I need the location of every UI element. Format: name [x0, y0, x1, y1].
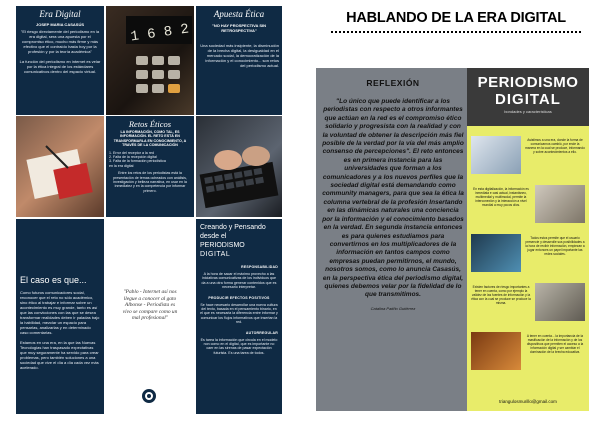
- reflexion-text: "Lo único que puede identificar a los periodistas con respecto a otros informantes que actúan en la red es el compromiso ético solidario y progresista con la realidad y con la voluntad de obtener la descripción más fiel posible de la verdad por la vía del más amplio consenso de percepciones". El reto entonces es en primera instancia para las universidades que forman a los comunicadores y a los nuevos perfiles que la sociedad digital está demandando como community managers, para que sea la ética la columna vertebral de la profesión Insertando en las dinámicas naturales una conciencia por la información y el conocimiento basados en la verdad. En segunda instancia entonces es para quienes estudiamos para convertirnos en los multiplicadores de la información en tantos campos como empresas puedan permitirnos, el mundo, nosotros somos, como lo anuncia Casasús, en la perspectiva ética del periodismo digital, quienes debemos velar por la fidelidad de lo que transmitimos.: [322, 98, 464, 299]
- era-digital-panel: [16, 6, 104, 115]
- reflexion-author: Catalina Patiño Gutiérrez: [370, 305, 416, 311]
- creando-sections: [200, 265, 278, 355]
- apuesta-etica-title: Apuesta Ética: [213, 9, 265, 19]
- contact-email[interactable]: triangulosmurillo@gmail.com: [499, 399, 557, 404]
- retos-list-item: en la era digital: [109, 163, 134, 168]
- feature-photo-desk: [535, 185, 585, 223]
- svg-text:1 6 8 2: 1 6 8 2: [129, 21, 191, 46]
- reflexion-column: [322, 78, 464, 408]
- section-text: Es tarea la información que circula en el modelo non como en el digital, que es importante no caer en las sirenas de pasar expectación futurista. Es una tarea de todos.: [200, 337, 278, 355]
- retos-list-item: 2. Falta de la recepción digital: [109, 155, 157, 160]
- apuesta-etica-body: Una sociedad más insipiente, la disminución de la brecha digital, la desigualdad en el mercado social, la democratización de la información y el conocimiento... son retos del periodismo actual.: [200, 43, 279, 68]
- feature-text: Todos estos permite que el usuario presencie y desarrolle sus posibilidades a la hora de recibir información, empiezan a jugar entonces un papel importante las redes sociales.: [525, 236, 585, 256]
- feature-photo-laptop: [471, 136, 521, 174]
- feature-text: A tener en cuenta... la importancia de la masificación de la información y de los dispositivos que permiten el acceso a la información digital y ser cambiar el dominación de la brecha educativa.: [526, 334, 584, 354]
- apuesta-etica-subtitle: "NO HAY PROSPECTIVA SIN RETROSPECTIVA": [211, 23, 267, 33]
- feature-photo-workspace: [535, 283, 585, 321]
- title-dotted-underline: [331, 31, 581, 33]
- section-text: A la hora de sacar el máximo provecho a las iniciativas comunicativas de los individuos que da a una otra forma generar contenidos que es necesario interpretar.: [201, 272, 277, 290]
- poster: [316, 68, 589, 411]
- page-title: HABLANDO DE LA ERA DIGITAL: [346, 10, 566, 26]
- page-header: [316, 10, 596, 50]
- feature-row: [467, 181, 589, 227]
- feature-row: [467, 132, 589, 178]
- apuesta-etica-panel: [196, 6, 282, 115]
- feature-row: [467, 230, 589, 276]
- feature-photo-phone: [471, 234, 521, 272]
- retos-list-item: 3. Falta de la formación periodística: [109, 159, 166, 164]
- creando-title-2: desde el: [200, 233, 227, 240]
- era-digital-quote: "El riesgo directamente del periodismo en la era digital, sera una apuesta por el compromiso ético, mucho más firme y más efectivo que el contraído hasta hoy por la profesión y por la teoría académica": [20, 29, 100, 54]
- creando-title-3: PERIODISMO: [200, 242, 245, 249]
- feature-text: En esta digitalización, la información es inmediata e casi actual, instantáneo, multimedial y multimodal, permite la interconexión y la interacción a nivel mundial a muy pocos clics.: [473, 187, 529, 207]
- target-circle-icon: [142, 389, 156, 403]
- retos-eticos-body: Entre los retos de los periodistas está la presentación de temas ocheados con análisis, investigación y belleza narrativa, en usar en la inmediatez y en la competencia por informar primero.: [113, 171, 187, 193]
- creando-title-1: Creando y Pensando: [200, 224, 266, 231]
- el-caso-body-1: Como futuros comunicadores social, reconocer que el reto no sólo académico, sino ético al trabajar e informar sobre un acontecimiento es muy grande, tanto es así que las convicciones con las que se desea transformar realidades deben ir paladas bajo la habilidad, mezclar un espacio para pensarlas, analizarlas y en determinado caso comentarlas.: [20, 290, 100, 335]
- retos-eticos-list: [109, 151, 191, 169]
- brand-title-2: DIGITAL: [495, 91, 561, 108]
- retos-eticos-intro: LA INFORMACIÓN, COMO TAL, ES INFORMACIÓN. EL RETO ESTÁ EN TRANSFORMARLA EN CONOCIMIENTO, A TRAVÉS DE LA COMUNICACIÓN: [113, 130, 187, 148]
- calculator-photo: [106, 6, 194, 115]
- writing-hands-photo: [16, 116, 104, 217]
- section-heading: RESPONSABILIDAD: [241, 265, 278, 269]
- el-caso-body-2: Estamos en una era, en la que las Nuevas Tecnologías han traspasado expectativas que muy seguramente ha servido para crear problemas, pero también soluciones a una sociedad que vive el día a día cada vez más acelerado.: [20, 340, 99, 370]
- feature-photo-city: [471, 332, 521, 370]
- section-text: Se hace necesario desarrollar una nueva cultura del texto, basada en el pensamiento binario, en el que es necesaria la diferencia entre informar y comunicar los flujos informativos que insertan la red.: [200, 302, 278, 325]
- brand-header: [467, 68, 589, 126]
- brand-title-1: PERIODISMO: [477, 74, 579, 91]
- feature-text: Asistimos a una era, donde la forma de comunicarnos cambió, por ende la manera en la cual se produce, informando y sobre acontecimientos a ello.: [525, 138, 585, 154]
- era-digital-author: JOSEP MARIA CASASÚS: [35, 22, 84, 27]
- reflexion-title: REFLEXIÓN: [366, 78, 420, 88]
- brand-column: [467, 68, 589, 411]
- creando-title-4: DIGITAL: [200, 251, 231, 258]
- feature-text: Existen factores de riesgo importantes a tener en cuenta, como por ejemplo la validez de las fuentes de información y la ética con la cual se produce se produce la misma.: [471, 285, 531, 305]
- feature-row: [467, 279, 589, 325]
- retos-list-item: 1. Error del receptor a la red: [109, 150, 154, 155]
- laptop-typing-photo: [196, 116, 282, 217]
- feature-row: [467, 328, 589, 374]
- triptych: [8, 6, 282, 418]
- notebook-graphic: [16, 116, 104, 217]
- era-digital-body: La función del periodismo en internet es velar por la ética integral de los estándares comunicativos dentro del espacio virtual.: [19, 59, 101, 74]
- creando-panel: [196, 219, 282, 414]
- el-caso-title: El caso es que...: [20, 275, 87, 285]
- calculator-digits-graphic: [106, 6, 194, 115]
- section-heading: PRODUCIR EFECTOS POSITIVOS: [208, 295, 270, 300]
- quote-text: "Pablo - Internet así nos llegue a conocer al gato Albonse - Periodista es vivo se compare como un mal profesional": [122, 289, 178, 322]
- retos-eticos-panel: [106, 116, 194, 217]
- section-heading: AUTORREGULAR: [245, 330, 278, 335]
- el-caso-panel: [16, 219, 104, 414]
- retos-eticos-title: Retos Éticos: [128, 119, 172, 129]
- keyboard-graphic: [196, 116, 282, 217]
- brand-subtitle: bondades y características: [504, 109, 552, 114]
- quote-panel: [106, 219, 194, 414]
- era-digital-title: Era Digital: [39, 9, 81, 19]
